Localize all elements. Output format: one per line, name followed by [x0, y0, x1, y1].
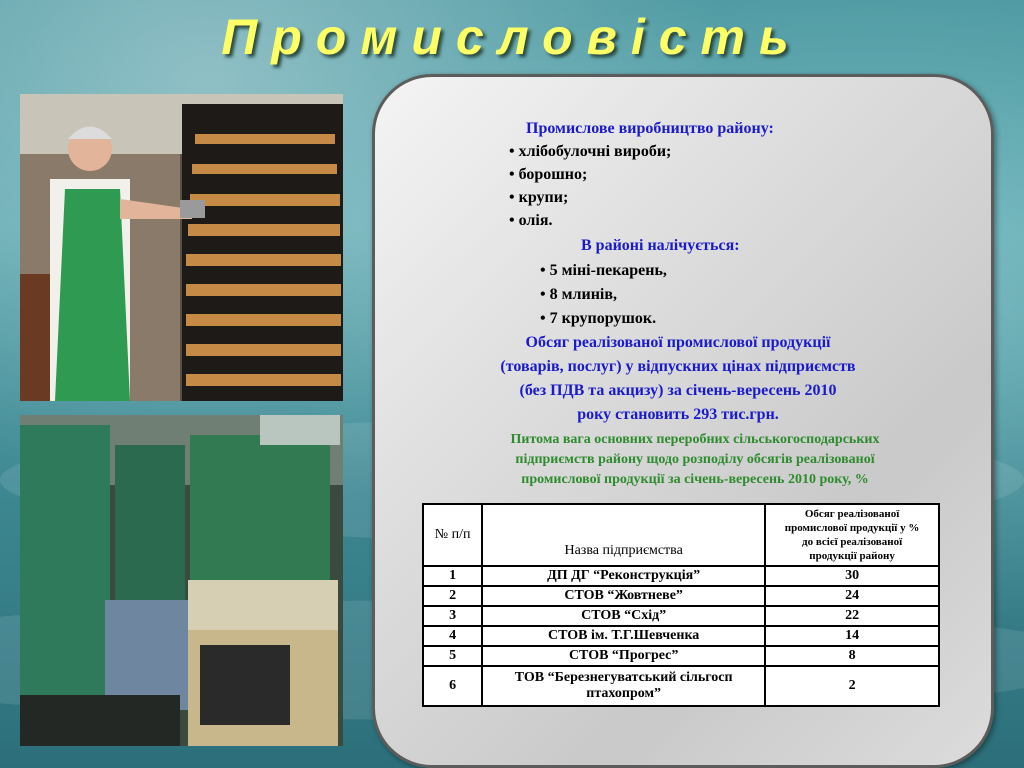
table-row	[423, 606, 939, 626]
district-item: • 5 міні-пекарень,	[540, 262, 667, 279]
row-share: 22	[765, 606, 939, 626]
row-num: 3	[423, 606, 482, 626]
row-name: СТОВ “Схід”	[482, 606, 765, 626]
share-line: промислової продукції за січень-вересень 2010 року, %	[521, 472, 869, 487]
table-row	[423, 666, 939, 706]
enterprises-table	[422, 503, 940, 707]
volume-line: Обсяг реалізованої промислової продукції	[525, 334, 831, 351]
row-name: ДП ДГ “Реконструкція”	[482, 566, 765, 586]
slide-title: Промисловість	[221, 9, 803, 65]
table-row	[423, 586, 939, 606]
share-line: підприємств району щодо розподілу обсягів реалізованої	[515, 452, 875, 467]
share-header-line: промислової продукції у %	[784, 522, 920, 534]
production-item: • хлібобулочні вироби;	[509, 143, 672, 160]
row-share: 2	[765, 666, 939, 706]
production-heading: Промислове виробництво району:	[526, 120, 774, 137]
row-name: СТОВ “Прогрес”	[482, 646, 765, 666]
table-row	[423, 566, 939, 586]
row-num: 1	[423, 566, 482, 586]
col-num-header: № п/п	[423, 504, 482, 566]
production-item: • борошно;	[509, 166, 588, 183]
district-item: • 7 крупорушок.	[540, 310, 657, 327]
row-name-line: ТОВ “Березнегуватський сільгосп	[514, 670, 733, 685]
row-share: 24	[765, 586, 939, 606]
share-header-line: до всієї реалізованої	[802, 536, 903, 548]
row-num: 6	[423, 666, 482, 706]
district-item: • 8 млинів,	[540, 286, 617, 303]
row-num: 2	[423, 586, 482, 606]
bakery-photo	[20, 94, 343, 401]
volume-line: (товарів, послуг) у відпускних цінах підприємств	[500, 358, 856, 375]
row-name-line: птахопром”	[586, 686, 661, 701]
share-header-line: продукції району	[809, 550, 895, 562]
row-name	[482, 666, 765, 706]
mill-equipment-photo	[20, 415, 343, 746]
share-line: Питома вага основних переробних сільськогосподарських	[510, 432, 880, 447]
production-item: • олія.	[509, 212, 553, 229]
row-share: 14	[765, 626, 939, 646]
share-header-line: Обсяг реалізованої	[804, 508, 900, 520]
volume-line: (без ПДВ та акцизу) за січень-вересень 2010	[519, 382, 837, 399]
table-header-row	[423, 504, 939, 566]
col-name-header: Назва підприємства	[482, 504, 765, 566]
table-row	[423, 646, 939, 666]
volume-line: року становить 293 тис.грн.	[577, 406, 779, 423]
table-row	[423, 626, 939, 646]
row-name: СТОВ ім. Т.Г.Шевченка	[482, 626, 765, 646]
row-share: 30	[765, 566, 939, 586]
row-num: 5	[423, 646, 482, 666]
production-item: • крупи;	[509, 189, 569, 206]
row-num: 4	[423, 626, 482, 646]
row-name: СТОВ “Жовтневе”	[482, 586, 765, 606]
col-share-header	[765, 504, 939, 566]
row-share: 8	[765, 646, 939, 666]
district-heading: В районі налічується:	[581, 237, 740, 254]
